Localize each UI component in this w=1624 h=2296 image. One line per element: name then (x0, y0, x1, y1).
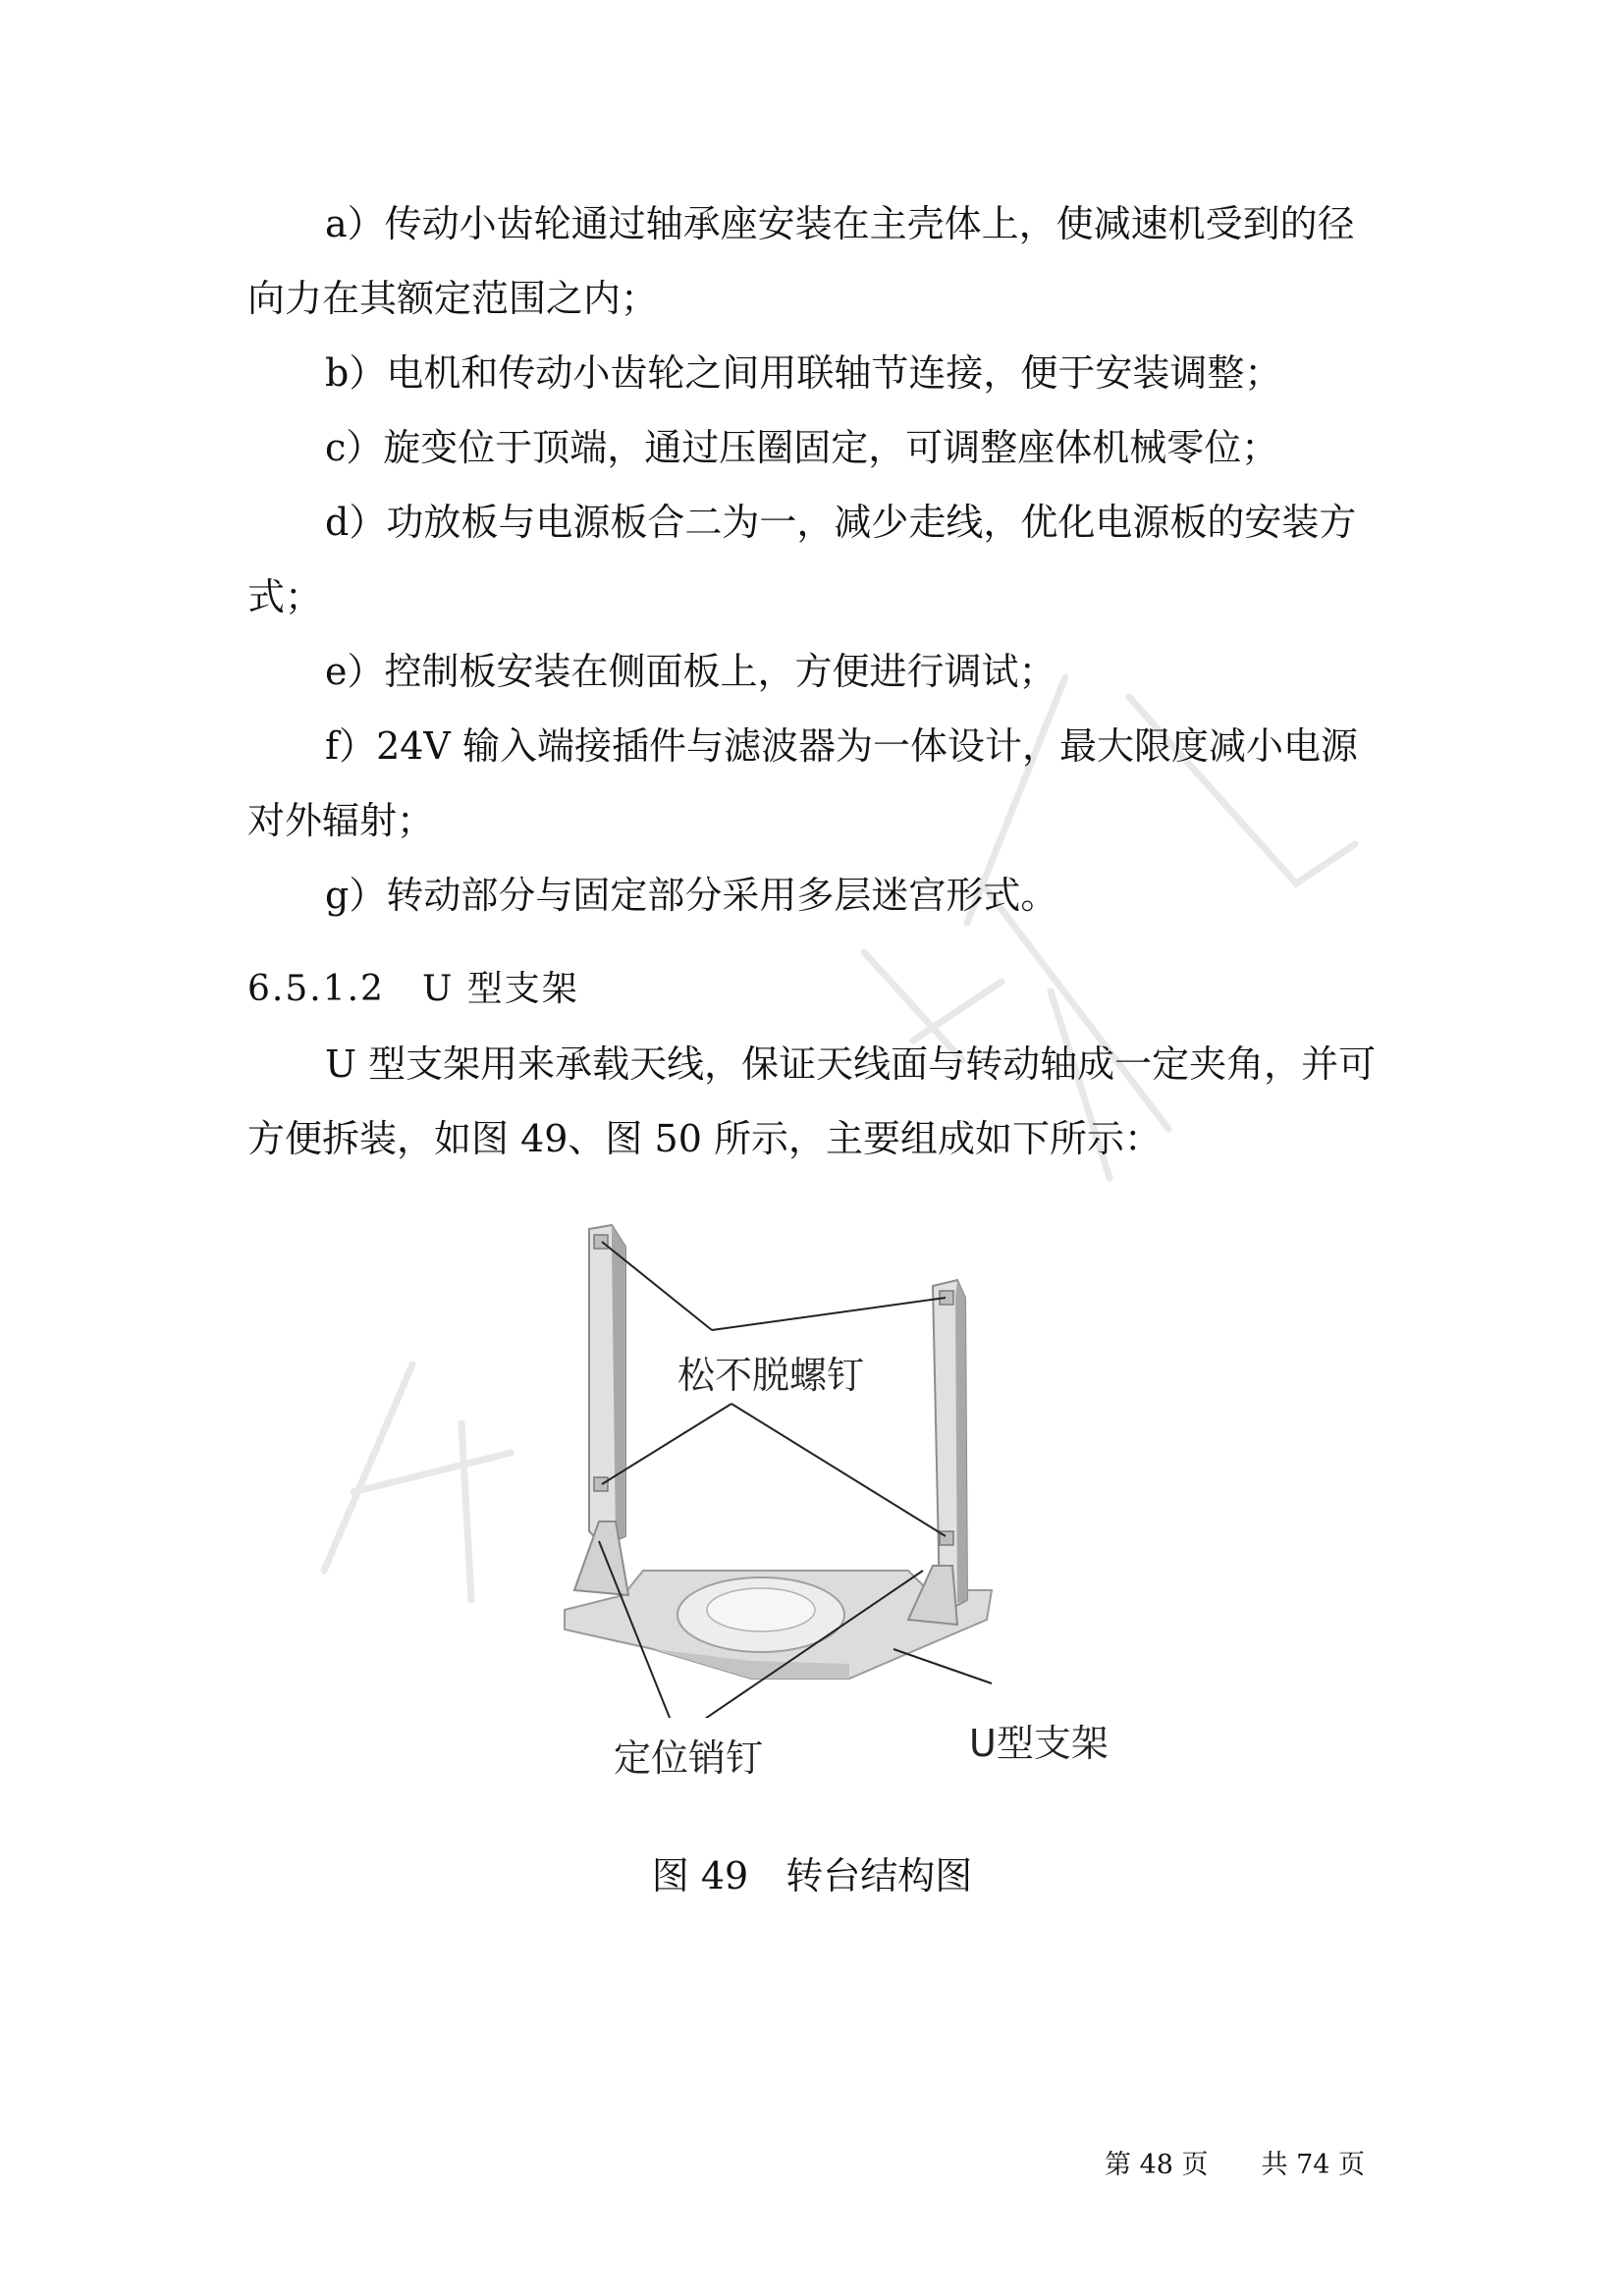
u-bracket-drawing (555, 1217, 997, 1718)
list-item-a: a）传动小齿轮通过轴承座安装在主壳体上，使减速机受到的径 (325, 202, 1355, 245)
list-item-d-cont: 式； (247, 575, 323, 618)
list-item-e: e）控制板安装在侧面板上，方便进行调试； (325, 650, 1056, 693)
list-item-b: b）电机和传动小齿轮之间用联轴节连接，便于安装调整； (325, 351, 1282, 395)
figure-caption: 图 49 转台结构图 (651, 1854, 973, 1897)
list-item-f: f）24V 输入端接插件与滤波器为一体设计，最大限度减小电源 (325, 724, 1358, 768)
u-bracket-figure (555, 1217, 1109, 1780)
label-locating-pin: 定位销钉 (614, 1736, 764, 1780)
body-paragraph-line-1: U 型支架用来承载天线，保证天线面与转动轴成一定夹角，并可 (325, 1042, 1377, 1086)
list-item-c: c）旋变位于顶端，通过压圈固定，可调整座体机械零位； (325, 426, 1279, 469)
body-paragraph-line-2: 方便拆装，如图 49、图 50 所示，主要组成如下所示： (247, 1117, 1162, 1160)
section-heading: 6.5.1.2 U 型支架 (247, 969, 579, 1009)
label-u-bracket: U型支架 (969, 1722, 1109, 1765)
label-captive-screw: 松不脱螺钉 (677, 1354, 865, 1397)
list-item-f-cont: 对外辐射； (247, 799, 435, 842)
list-item-a-cont: 向力在其额定范围之内； (247, 277, 659, 320)
page-footer: 第 48 页 共 74 页 (1105, 2150, 1366, 2180)
list-item-d: d）功放板与电源板合二为一，减少走线，优化电源板的安装方 (325, 501, 1357, 544)
list-item-g: g）转动部分与固定部分采用多层迷宫形式。 (325, 874, 1058, 917)
